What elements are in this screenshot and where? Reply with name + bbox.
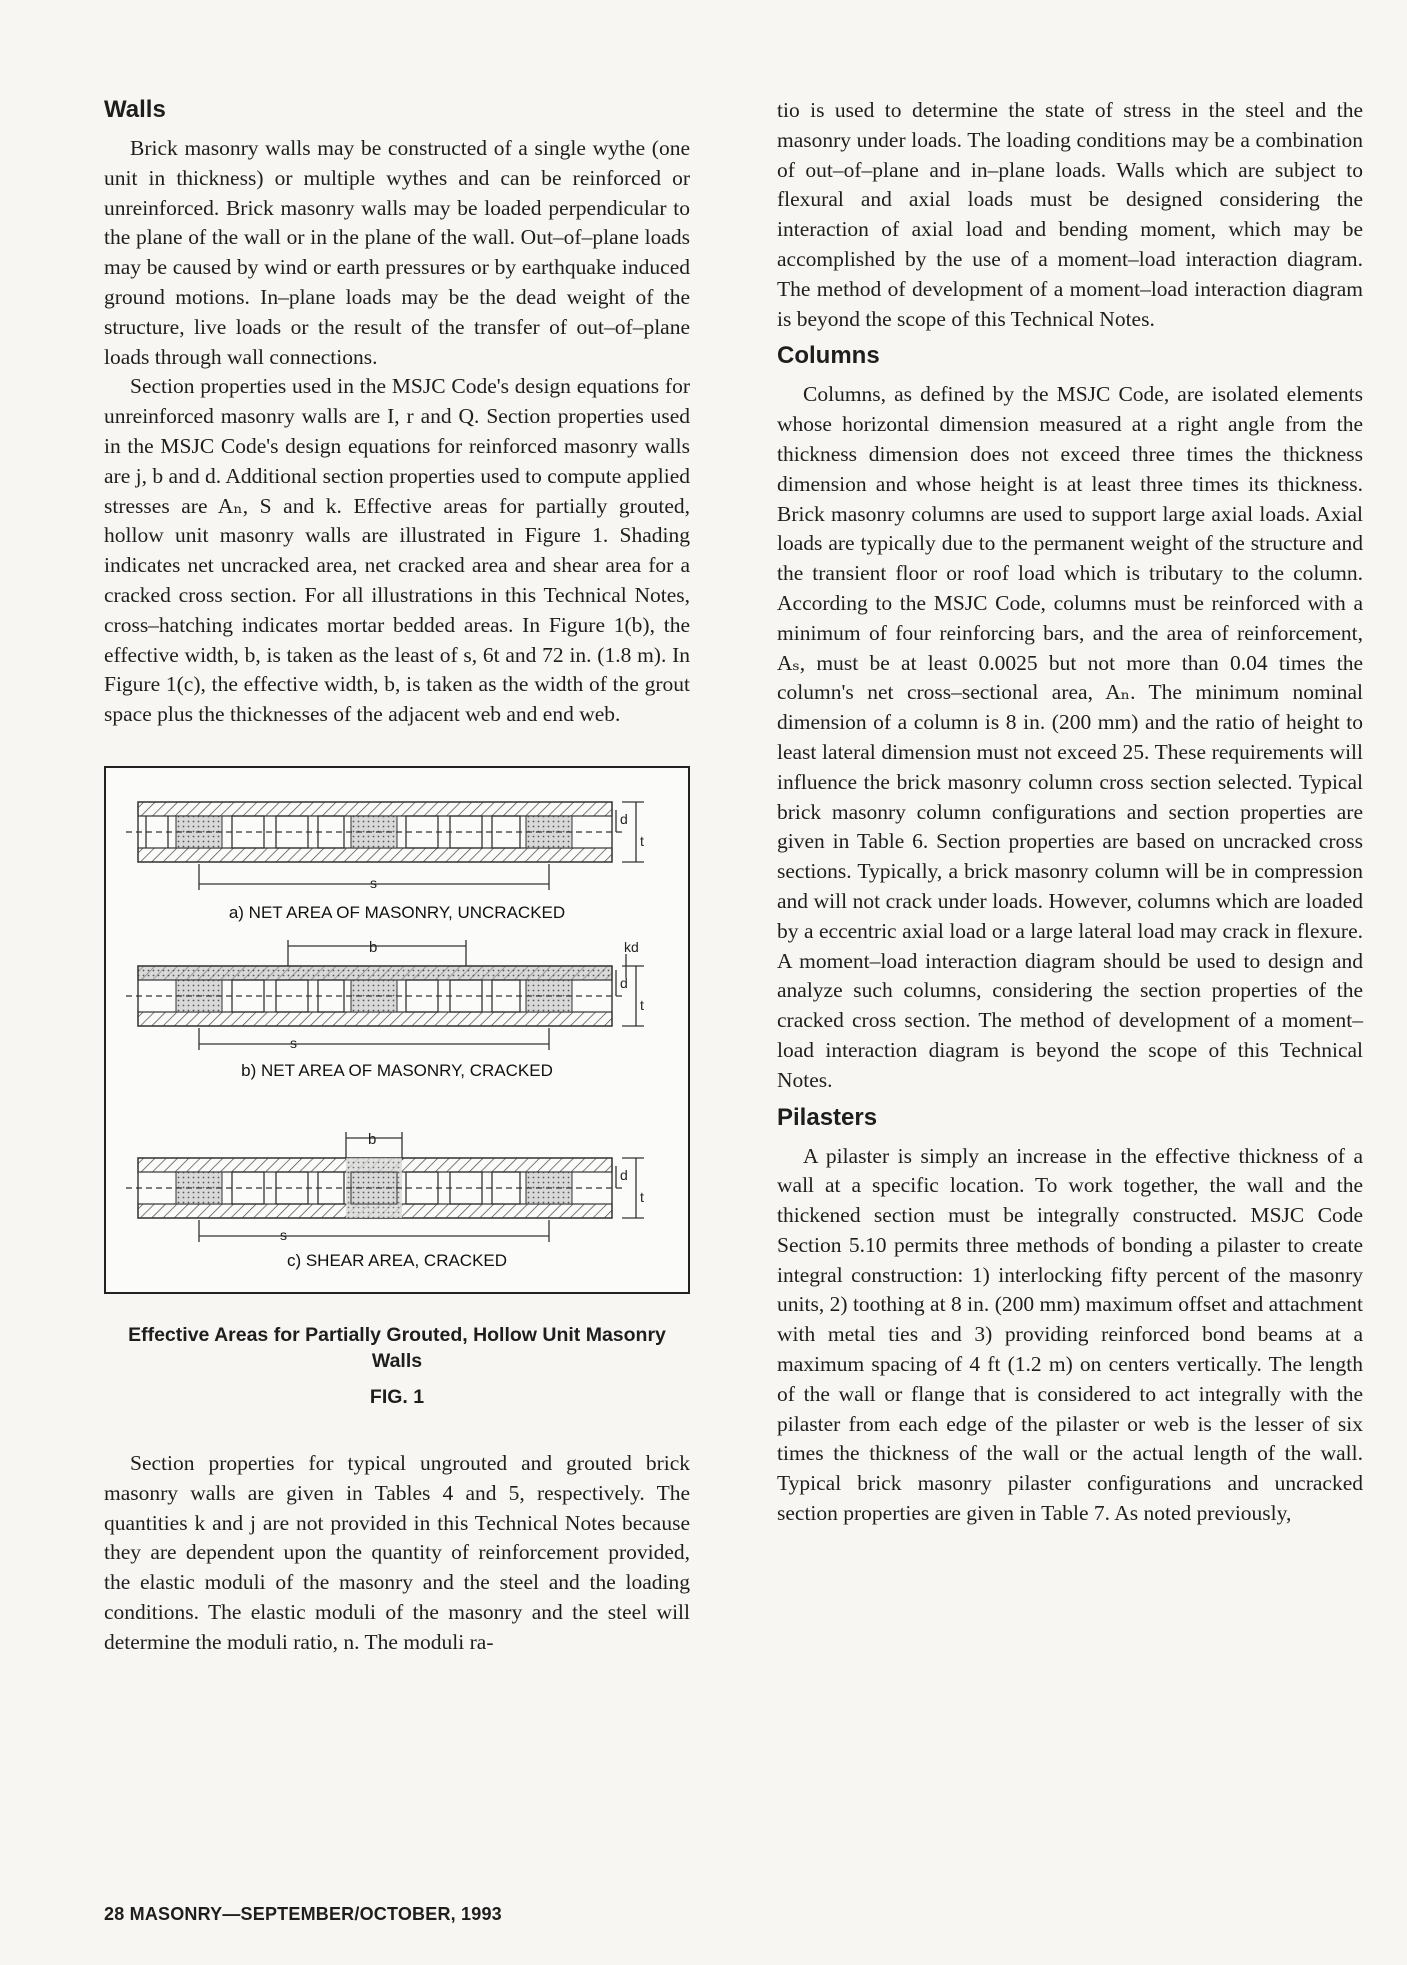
page-footer: 28 MASONRY—SEPTEMBER/OCTOBER, 1993 (104, 1904, 502, 1924)
label-t-b: t (640, 996, 644, 1013)
caption-b: b) NET AREA OF MASONRY, CRACKED (241, 1060, 553, 1080)
figure-title: Effective Areas for Partially Grouted, Hollow Unit Masonry Walls (128, 1323, 666, 1372)
figure-1-box (104, 766, 690, 1294)
continued-paragraph: tio is used to determine the state of stress in the steel and the masonry under loads. The loading conditions may be a combination of out–of–plane and in–plane loads. Walls which are subject to flexural and axial loads must be designed considering the interaction of axial load and bending moment, which may be accomplished by the use of a moment–load interaction diagram. The method of development of a moment–load interaction diagram is beyond the scope of this Technical Notes. (777, 98, 1363, 331)
columns-heading: Columns (777, 342, 880, 370)
walls-heading: Walls (104, 96, 166, 123)
label-t-a: t (640, 832, 644, 849)
walls-paragraph-1: Brick masonry walls may be constructed of a single wythe (one unit in thickness) or multiple wythes and can be reinforced or unreinforced. Brick masonry walls may be loaded perpendicular to the plane of the wall or in the plane of the wall. Out–of–plane loads may be caused by wind or earth pressures or by earthquake induced ground motions. In–plane loads may be the dead weight of the structure, live loads or the result of the transfer of out–of–plane loads through wall connections. (104, 136, 690, 369)
label-s-a: s (370, 874, 377, 891)
figure-number: FIG. 1 (369, 1385, 425, 1408)
pilasters-heading: Pilasters (777, 1103, 878, 1131)
label-d-b: d (620, 974, 628, 991)
label-kd-b: kd (624, 938, 639, 955)
caption-a: a) NET AREA OF MASONRY, UNCRACKED (228, 902, 566, 922)
left-column (104, 96, 690, 1658)
pilasters-paragraph: A pilaster is simply an increase in the effective thickness of a wall at a specific location. To work together, the wall and the thickened section must be integrally constructed. MSJC Code Section 5.10 permits three methods of bonding a pilaster to create integral construction: 1) interlocking fifty percent of the masonry units, 2) toothing at 8 in. (200 mm) maximum offset and attachment with metal ties and 3) providing reinforced bond beams at a maximum spacing of 4 ft (1.2 m) on centers vertically. The length of the wall or flange that is considered to act integrally with the pilaster from each edge of the pilaster or web is the lesser of six times the thickness of the wall or the actual length of the wall. Typical brick masonry pilaster configurations and uncracked section properties are given in Table 7. As noted previously, (777, 1143, 1363, 1526)
label-s-c: s (280, 1226, 287, 1243)
right-column (777, 96, 1363, 1529)
label-b-b: b (369, 938, 378, 956)
diagram-a (126, 802, 644, 922)
label-s-b: s (290, 1034, 297, 1051)
walls-paragraph-3: Section properties for typical ungrouted and grouted brick masonry walls are given in Tables 4 and 5, respectively. The quantities k and j are not provided in this Technical Notes because they are dependent upon the quantity of reinforcement provided, the elastic moduli of the masonry and the steel and the loading conditions. The elastic moduli of the masonry and the steel will determine the moduli ratio, n. The moduli ra- (104, 1450, 690, 1654)
label-t-c: t (640, 1188, 644, 1205)
figure-1-diagram (106, 768, 688, 1292)
walls-paragraph-2: Section properties used in the MSJC Code's design equations for unreinforced masonry walls are I, r and Q. Section properties used in the MSJC Code's design equations for reinforced masonry walls are j, b and d. Additional section properties used to compute applied stresses are Aₙ, S and k. Effective areas for partially grouted, hollow unit masonry walls are illustrated in Figure 1. Shading indicates net uncracked area, net cracked area and shear area for a cracked cross section. For all illustrations in this Technical Notes, cross–hatching indicates mortar bedded areas. In Figure 1(b), the effective width, b, is taken as the least of s, 6t and 72 in. (1.8 m). In Figure 1(c), the effective width, b, is taken as the width of the grout space plus the thicknesses of the adjacent web and end web. (104, 374, 690, 727)
label-d-c: d (620, 1166, 628, 1183)
diagram-c (126, 1131, 644, 1270)
label-b-c: b (368, 1130, 377, 1148)
diagram-b (126, 939, 644, 1080)
label-d-a: d (620, 810, 628, 827)
columns-paragraph: Columns, as defined by the MSJC Code, are isolated elements whose horizontal dimension measured at a right angle from the thickness dimension does not exceed three times the thickness dimension and whose height is at least three times its thickness. Brick masonry columns are used to support large axial loads. Axial loads are typically due to the permanent weight of the structure and the transient floor or roof load which is tributary to the column. According to the MSJC Code, columns must be reinforced with a minimum of four reinforcing bars, and the area of reinforcement, Aₛ, must be at least 0.0025 but not more than 0.04 times the column's net cross–sectional area, Aₙ. The minimum nominal dimension of a column is 8 in. (200 mm) and the ratio of height to least lateral dimension must not exceed 25. These requirements will influence the brick masonry column cross section selected. Typical brick masonry column configurations and section properties are given in Table 6. Section properties are based on uncracked cross sections. Typically, a brick masonry column will be in compression and will not crack under loads. However, columns which are loaded by a eccentric axial load or a large lateral load may crack in flexure. A moment–load interaction diagram should be used to design and analyze such columns, considering the section properties of the cracked cross section. The method of development of a moment–load interaction diagram is beyond the scope of this Technical Notes. (777, 382, 1363, 1092)
caption-c: c) SHEAR AREA, CRACKED (286, 1250, 508, 1270)
